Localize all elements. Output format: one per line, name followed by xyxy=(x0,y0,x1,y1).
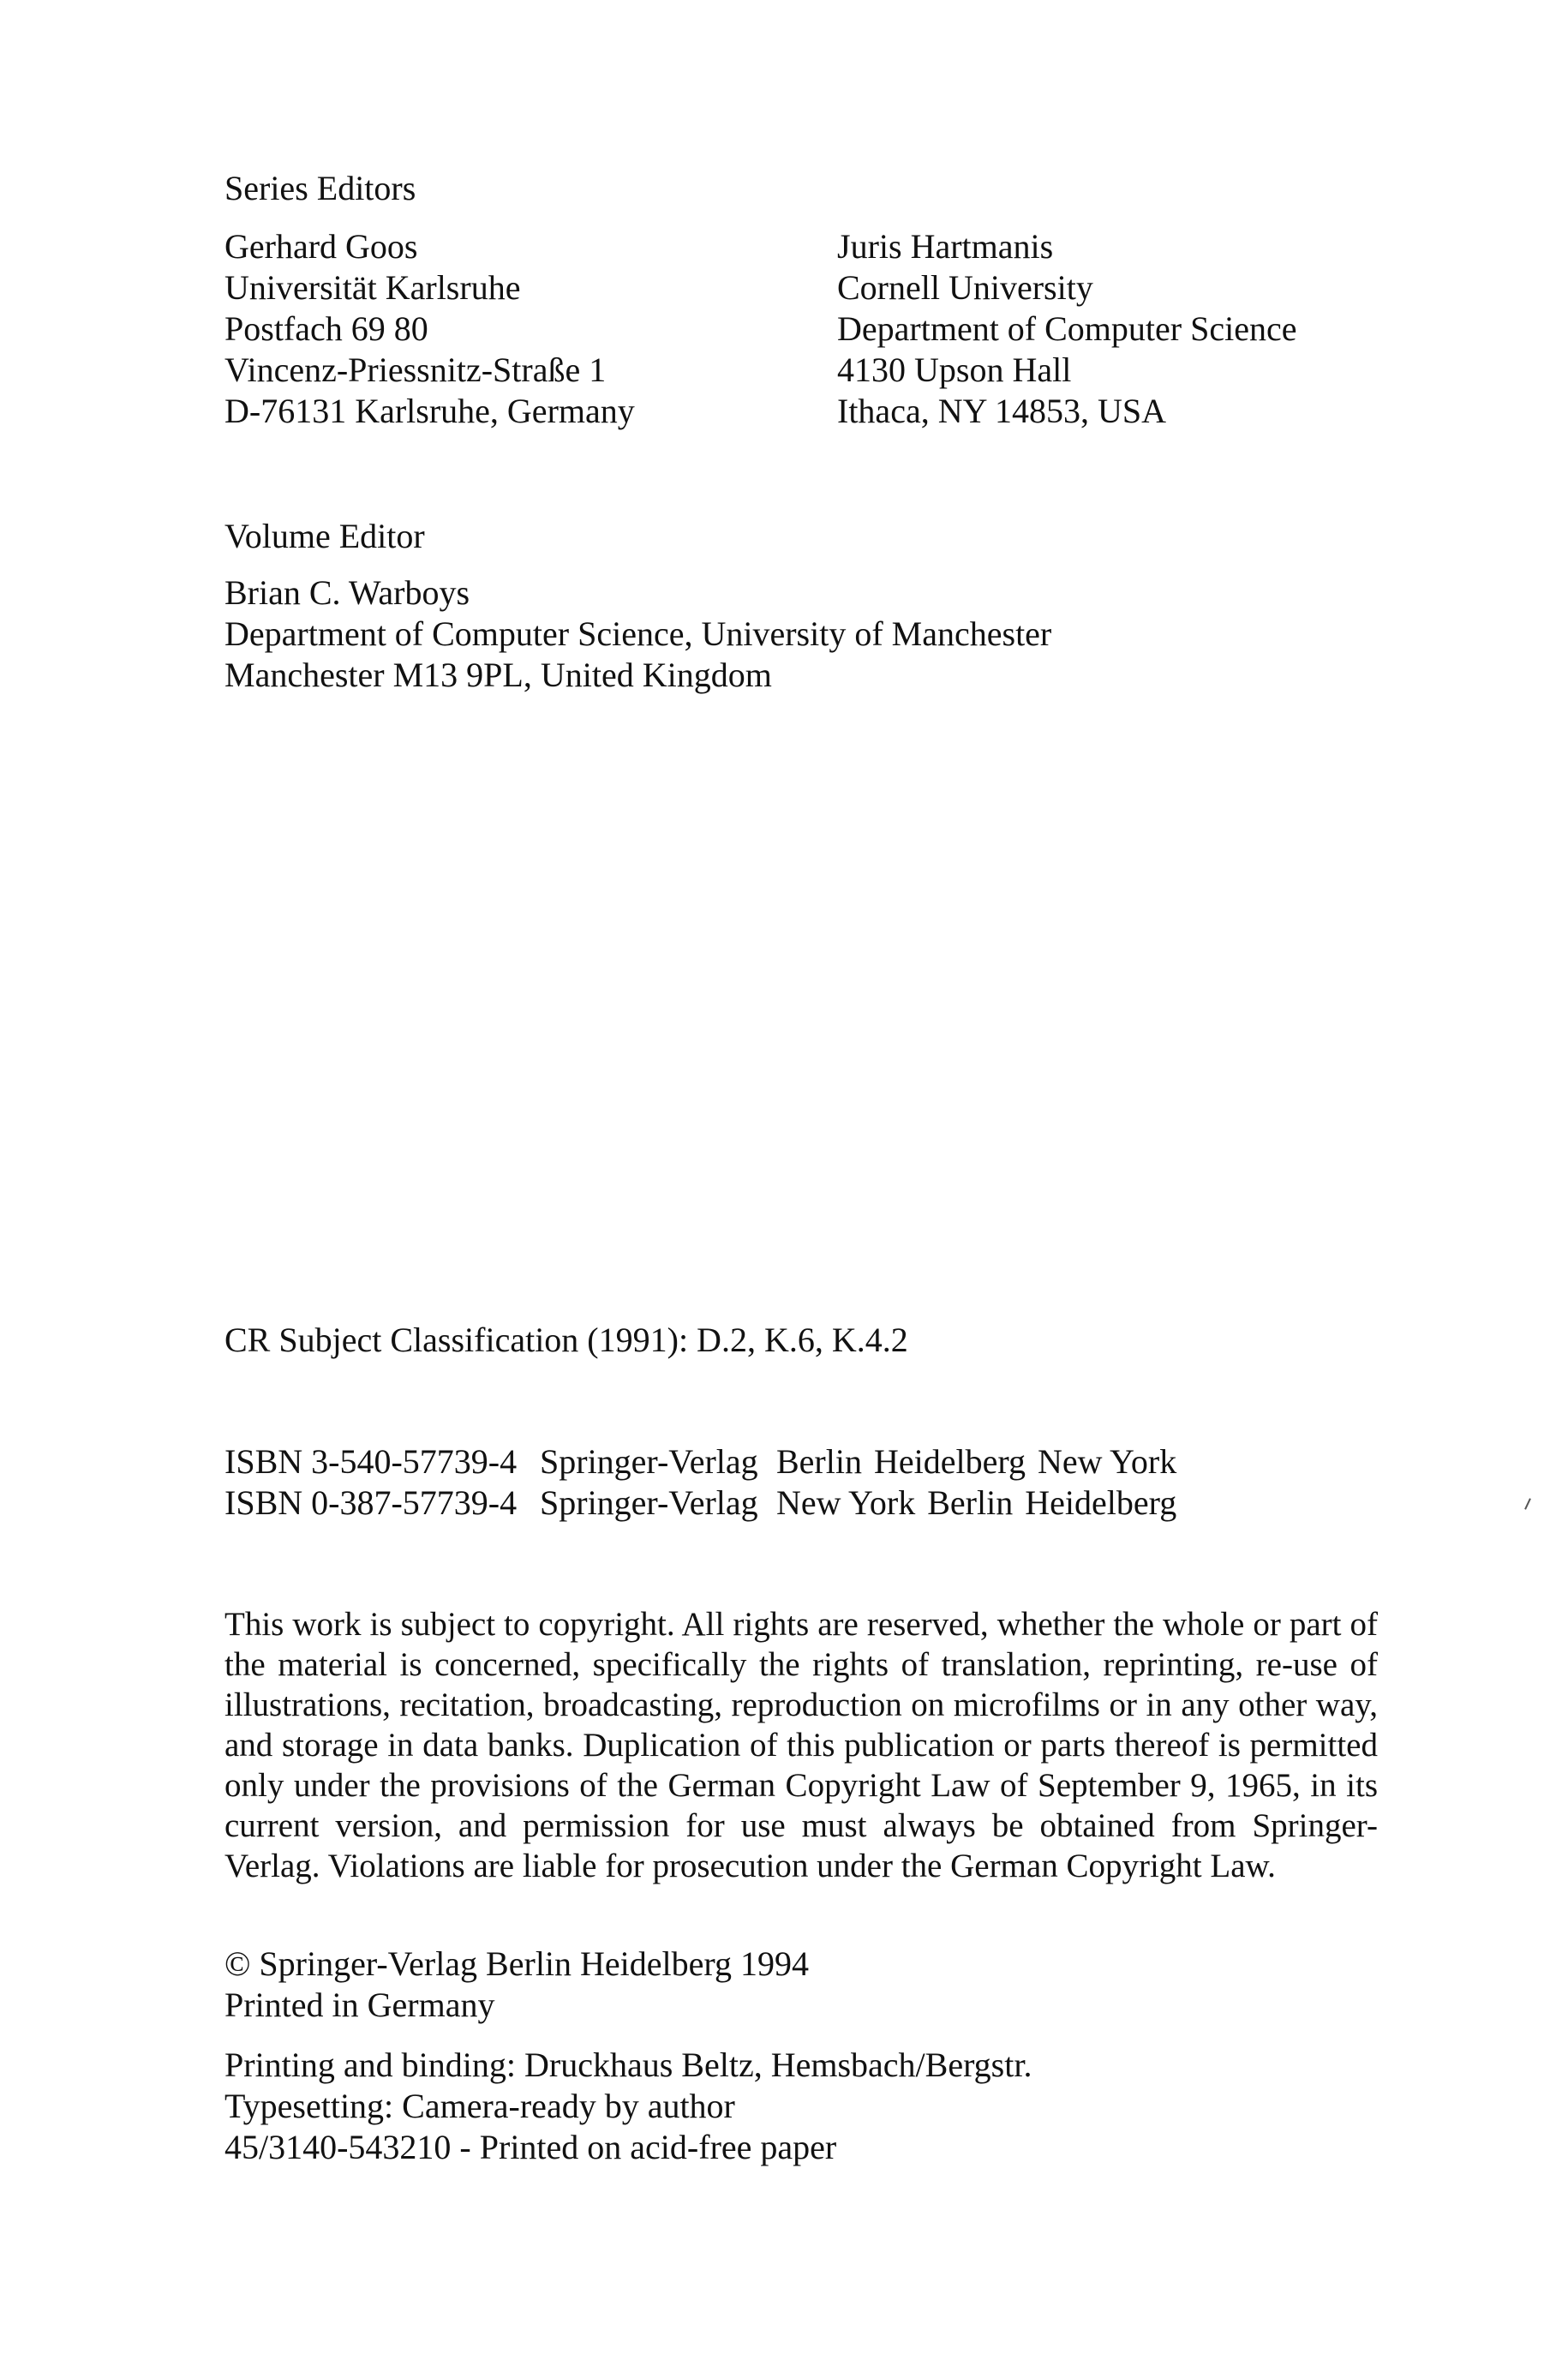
printing-details xyxy=(224,2045,1032,2168)
copyright-statement: This work is subject to copyright. All rights are reserved, whether the whole or part of the material is concerned, specifically the rights of translation, reprinting, re-use of illustrations, recitation, broadcasting, reproduction on microfilms or in any other way, and storage in data banks. Duplication of this publication or parts thereof is permitted only under the provisions of the German Copyright Law of September 9, 1965, in its current version, and permission for use must always be obtained from Springer-Verlag. Violations are liable for prosecution under the German Copyright Law. xyxy=(224,1606,1378,1884)
typesetting-line: Typesetting: Camera-ready by author xyxy=(224,2087,735,2125)
printing-binding-line: Printing and binding: Druckhaus Beltz, Hemsbach/Bergstr. xyxy=(224,2046,1032,2084)
volume-editor-heading: Volume Editor xyxy=(224,517,425,555)
printed-in-line: Printed in Germany xyxy=(224,1986,495,2024)
copyright-notice xyxy=(224,1944,809,2026)
editor-name: Juris Hartmanis xyxy=(837,227,1054,266)
editor-street: Vincenz-Priessnitz-Straße 1 xyxy=(224,350,607,389)
editor-building: 4130 Upson Hall xyxy=(837,350,1072,389)
isbn-publisher: Springer-Verlag xyxy=(540,1483,758,1522)
isbn-city: New York xyxy=(1037,1442,1177,1481)
isbn-code: ISBN 0-387-57739-4 xyxy=(224,1483,518,1522)
series-editor-hartmanis-address xyxy=(837,226,1296,432)
editor-city: Ithaca, NY 14853, USA xyxy=(837,392,1167,430)
isbn-city: Heidelberg xyxy=(873,1442,1026,1481)
print-code-line: 45/3140-543210 - Printed on acid-free paper xyxy=(224,2128,837,2166)
volume-editor-address xyxy=(224,572,1051,696)
scan-mark xyxy=(1524,1498,1531,1510)
isbn-code: ISBN 3-540-57739-4 xyxy=(224,1442,518,1481)
cr-subject-classification: CR Subject Classification (1991): D.2, K.6, K.4.2 xyxy=(224,1321,908,1359)
isbn-city: New York xyxy=(776,1483,916,1522)
editor-department: Department of Computer Science xyxy=(837,309,1297,348)
volume-editor-department: Department of Computer Science, University of Manchester xyxy=(224,614,1052,653)
volume-editor-name: Brian C. Warboys xyxy=(224,573,470,612)
editor-postbox: Postfach 69 80 xyxy=(224,309,428,348)
isbn-list xyxy=(224,1441,1188,1524)
isbn-city: Berlin xyxy=(927,1483,1014,1522)
series-editor-goos-address xyxy=(224,226,635,432)
copyright-line: © Springer-Verlag Berlin Heidelberg 1994 xyxy=(224,1944,810,1983)
series-editors-heading: Series Editors xyxy=(224,169,416,207)
editor-name: Gerhard Goos xyxy=(224,227,418,266)
editor-institution: Cornell University xyxy=(837,268,1093,307)
isbn-publisher: Springer-Verlag xyxy=(540,1442,758,1481)
isbn-city: Berlin xyxy=(776,1442,862,1481)
isbn-line xyxy=(224,1483,1188,1524)
editor-city: D-76131 Karlsruhe, Germany xyxy=(224,392,635,430)
isbn-line xyxy=(224,1441,1188,1483)
isbn-city: Heidelberg xyxy=(1025,1483,1177,1522)
volume-editor-city: Manchester M13 9PL, United Kingdom xyxy=(224,656,772,694)
editor-institution: Universität Karlsruhe xyxy=(224,268,521,307)
